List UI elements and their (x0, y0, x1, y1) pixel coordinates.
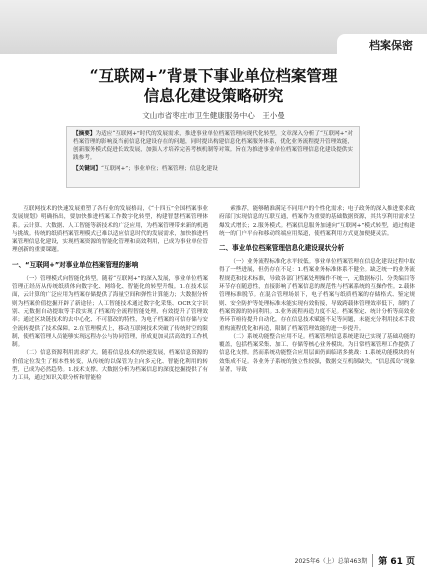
author-line: 文山市省枣庄市卫生健康服务中心 王小曼 (142, 111, 285, 120)
body-paragraph: 互联网技术的快速发展重塑了各行业的发展格局，《“十四五”全国档案事业发展规划》明确指出，要加快推进档案工作数字化转型，构建智慧档案管理体系。云计算、大数据、人工智能等新技术的广泛应用，为档案管理带来新的机遇与挑战。传统的纸质档案管理模式已难以适应信息时代的发展需求，加快推进档案管理信息化建设，实现档案资源的智能化管理和高效利用，已成为事业单位管理创新的重要课题。 (12, 206, 208, 254)
issue-info: 2025年6（上）总第463期 (294, 557, 368, 565)
abstract-label: 【摘要】 (73, 131, 96, 137)
body-paragraph: （一）业务流程标准化水平较低。事业单位档案管理在信息化建设过程中取得了一些进展，但仍存在不足：1.档案业务标准体系不健全。缺乏统一的业务流程规范和技术标准，导致各部门档案处理操作不统一，元数据标引、分类编目等环节存在随意性，直接影响了档案信息的规范性与档案系统的互操作性。2.载体管理标准脱节。在混合管理场景下，电子档案与纸质档案的存储格式、鉴定规则、安全防护等处理标准未能实现有效衔接，导致跨载体管理效率低下，制约了档案资源的协同利用。3.业务流程再造力度不足。档案鉴定、统计分析等高效业务环节亟待提升自动化，存在信息技术赋能不足等问题，未能充分利用技术手段重构流程优化和再造，限制了档案管理效能的进一步提升。 (219, 259, 415, 332)
keywords-text: “互联网+”；事业单位；档案管理；信息化建设 (100, 166, 218, 172)
body-paragraph: （二）系统功能整合应用不足。档案管理信息系统建设已实现了基础功能的覆盖，包括档案采集、加工、存储等核心业务模块。为日常档案管理工作提供了信息化支撑。然而系统功能整合应用层面仍面临诸多挑战：1.系统功能模块的有效集成不足。各业务子系统的独立性较强，数据交互机制缺失，“信息孤岛”现象显著，导致 (219, 333, 415, 374)
page-number: 第 61 页 (372, 554, 415, 567)
body-paragraph: （一）管理模式向智能化转型。随着“互联网+”的深入发展，事业单位档案管理正经历从传统纸质体向数字化、网络化、智能化的转型升级。1.在技术层面，云计算的广泛应用为档案存储提供了海量空间和弹性计算能力；大数据分析则为档案价值挖掘开辟了新途径；人工智能技术通过数字化采集、OCR文字识别、元数据自动提取等手段实现了档案的全流程智能处理，有效提升了管理效率；通过区块链技术的去中心化、不可篡改的特性，为电子档案的可信存储与安全流转提供了技术保障。2.在管理模式上，移动互联网技术突破了传统时空的限制，使档案管理人员能够实现远程办公与协同管理，形成更加灵活高效的工作机制。 (12, 275, 208, 349)
body-column-right (219, 205, 415, 374)
body-paragraph: 索推荐，能够精准满足不同用户的个性化需求；电子政务的深入推进要求政府部门实现信息的互联互通，档案作为重要的基础数据资源，其共享利用需求呈爆发式增长；2.服务模式。档案信息服务加速向“互联网+”模式转型，通过构建统一的门户平台和移动终端应用渠道，使档案利用方式更加便捷灵活。 (219, 206, 415, 237)
abstract-paragraph (73, 130, 353, 162)
article-title-line2: 信息化建设策略研究 (143, 86, 284, 105)
section-label: 档案保密 (369, 39, 413, 52)
abstract-text: 为适应“互联网+”时代的发展需求，推进事业单位档案管理向现代化转型，文章深入分析了“互联网+”对档案管理的影响及当前信息化建设存在的问题，同时提出构建信息化档案服务体系，优化业务流程提升管理效能，创新服务模式促进长效发展，加强人才培养完善考核机制等对策。旨在为推进事业单位档案管理信息化建设提供实践参考。 (73, 131, 353, 161)
body-paragraph: （二）信息资源利用需求扩大。随着信息技术的快速发展，档案信息资源的价值定位发生了根本性转变，从传统的以保管为主向多元化、智能化利用的转型，已成为必然趋势。1.技术支撑。大数据分析为档案信息的深度挖掘提供了有力工具，通过知识关联分析和智能检 (12, 350, 208, 382)
body-column-left (12, 205, 208, 383)
keywords-paragraph (73, 165, 353, 173)
section-heading: 二、事业单位档案管理信息化建设现状分析 (219, 244, 345, 253)
keywords-label: 【关键词】 (73, 166, 101, 172)
page-footer (295, 553, 415, 567)
abstract-box (66, 126, 360, 188)
section-heading: 一、“互联网+”对事业单位档案管理的影响 (12, 260, 139, 269)
article-title-line1: “互联网+”背景下事业单位档案管理 (89, 66, 338, 85)
section-tab (337, 34, 427, 56)
